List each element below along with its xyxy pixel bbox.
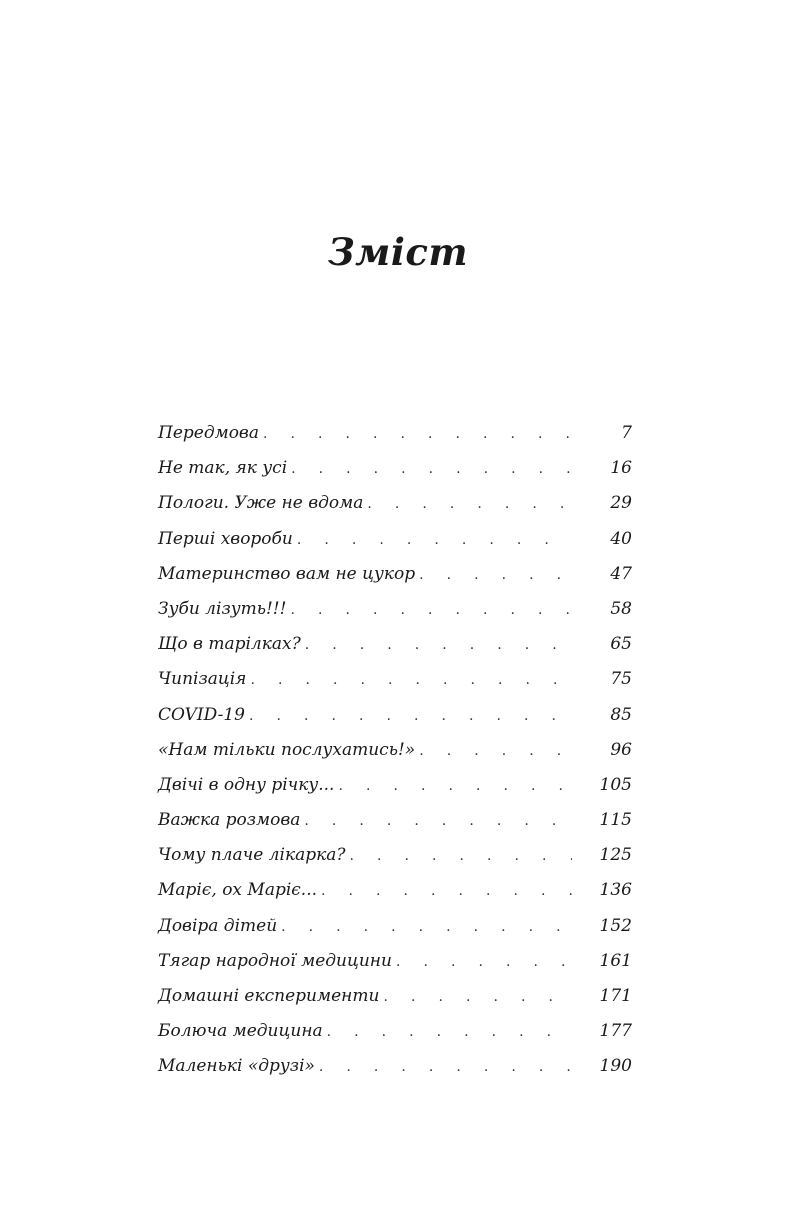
dot-leader bbox=[367, 487, 572, 522]
toc-entry-10[interactable] bbox=[158, 733, 632, 768]
toc-entry-14[interactable] bbox=[158, 873, 632, 908]
toc-entry-page: 65 bbox=[610, 634, 632, 655]
dot-leader bbox=[297, 523, 572, 558]
toc-entry-17[interactable] bbox=[158, 979, 632, 1014]
dot-leader bbox=[250, 663, 572, 698]
dot-leader bbox=[383, 980, 572, 1015]
toc-entry-6[interactable] bbox=[158, 592, 632, 627]
toc-entry-1[interactable] bbox=[158, 416, 632, 451]
toc-entry-title: Зуби лізуть!!! bbox=[158, 598, 287, 619]
dot-leader bbox=[281, 910, 572, 945]
dot-leader bbox=[419, 734, 572, 769]
toc-entry-4[interactable] bbox=[158, 522, 632, 557]
toc-entry-title: Тягар народної медицини bbox=[158, 950, 392, 971]
toc-entry-page: 125 bbox=[599, 845, 632, 866]
toc-entry-title: Не так, як усі bbox=[158, 458, 288, 479]
toc-entry-page: 96 bbox=[610, 739, 632, 760]
toc-entry-title: Материнство вам не цукор bbox=[158, 563, 416, 584]
toc-entry-page: 85 bbox=[610, 704, 632, 725]
table-of-contents bbox=[158, 416, 632, 1085]
dot-leader bbox=[327, 1015, 572, 1050]
toc-entry-title: «Нам тільки послухатись!» bbox=[158, 739, 416, 760]
toc-entry-5[interactable] bbox=[158, 557, 632, 592]
toc-entry-12[interactable] bbox=[158, 803, 632, 838]
toc-entry-3[interactable] bbox=[158, 486, 632, 521]
toc-entry-page: 105 bbox=[599, 774, 632, 795]
toc-entry-title: Що в тарілках? bbox=[158, 634, 301, 655]
toc-entry-19[interactable] bbox=[158, 1049, 632, 1084]
dot-leader bbox=[338, 769, 572, 804]
toc-entry-title: Домашні експерименти bbox=[158, 986, 380, 1006]
toc-entry-page: 136 bbox=[599, 880, 632, 901]
toc-entry-page: 152 bbox=[599, 915, 632, 936]
toc-entry-page: 75 bbox=[610, 669, 632, 690]
toc-entry-title: Перші хвороби bbox=[158, 528, 293, 549]
toc-entry-18[interactable] bbox=[158, 1014, 632, 1049]
toc-entry-11[interactable] bbox=[158, 768, 632, 803]
dot-leader bbox=[396, 945, 572, 980]
dot-leader bbox=[319, 1050, 572, 1085]
dot-leader bbox=[350, 839, 572, 874]
toc-entry-title: Маленькі «друзі» bbox=[158, 1056, 315, 1077]
toc-entry-page: 47 bbox=[610, 563, 632, 584]
dot-leader bbox=[305, 628, 572, 663]
toc-entry-title: Чому плаче лікарка? bbox=[158, 845, 346, 866]
toc-entry-page: 161 bbox=[599, 950, 632, 971]
dot-leader bbox=[291, 452, 572, 487]
toc-entry-title: Двічі в одну річку... bbox=[158, 774, 335, 795]
toc-entry-page: 190 bbox=[599, 1056, 632, 1077]
dot-leader bbox=[419, 558, 572, 593]
toc-entry-title: COVID-19 bbox=[158, 704, 245, 725]
toc-entry-title: Болюча медицина bbox=[158, 1021, 323, 1042]
toc-entry-9[interactable] bbox=[158, 698, 632, 733]
dot-leader bbox=[321, 874, 572, 909]
dot-leader bbox=[263, 417, 572, 452]
toc-entry-title: Важка розмова bbox=[158, 810, 301, 831]
toc-entry-title: Довіра дітей bbox=[158, 915, 278, 936]
toc-entry-title: Маріє, ох Маріє... bbox=[158, 880, 318, 901]
dot-leader bbox=[290, 593, 572, 628]
dot-leader bbox=[304, 804, 572, 839]
dot-leader bbox=[249, 699, 572, 734]
toc-entry-page: 29 bbox=[610, 493, 632, 514]
toc-entry-8[interactable] bbox=[158, 662, 632, 697]
toc-entry-15[interactable] bbox=[158, 909, 632, 944]
toc-entry-page: 7 bbox=[621, 423, 632, 443]
toc-entry-page: 177 bbox=[599, 1021, 632, 1042]
toc-entry-16[interactable] bbox=[158, 944, 632, 979]
toc-entry-page: 115 bbox=[599, 810, 632, 831]
toc-entry-title: Чипізація bbox=[158, 669, 247, 690]
toc-entry-13[interactable] bbox=[158, 838, 632, 873]
toc-entry-7[interactable] bbox=[158, 627, 632, 662]
toc-entry-title: Пологи. Уже не вдома bbox=[158, 493, 364, 514]
toc-entry-2[interactable] bbox=[158, 451, 632, 486]
toc-entry-page: 171 bbox=[599, 986, 632, 1006]
toc-entry-page: 58 bbox=[610, 598, 632, 619]
toc-entry-page: 40 bbox=[610, 528, 632, 549]
toc-entry-page: 16 bbox=[610, 458, 632, 479]
page-title: Зміст bbox=[327, 230, 469, 274]
toc-entry-title: Передмова bbox=[158, 423, 259, 443]
